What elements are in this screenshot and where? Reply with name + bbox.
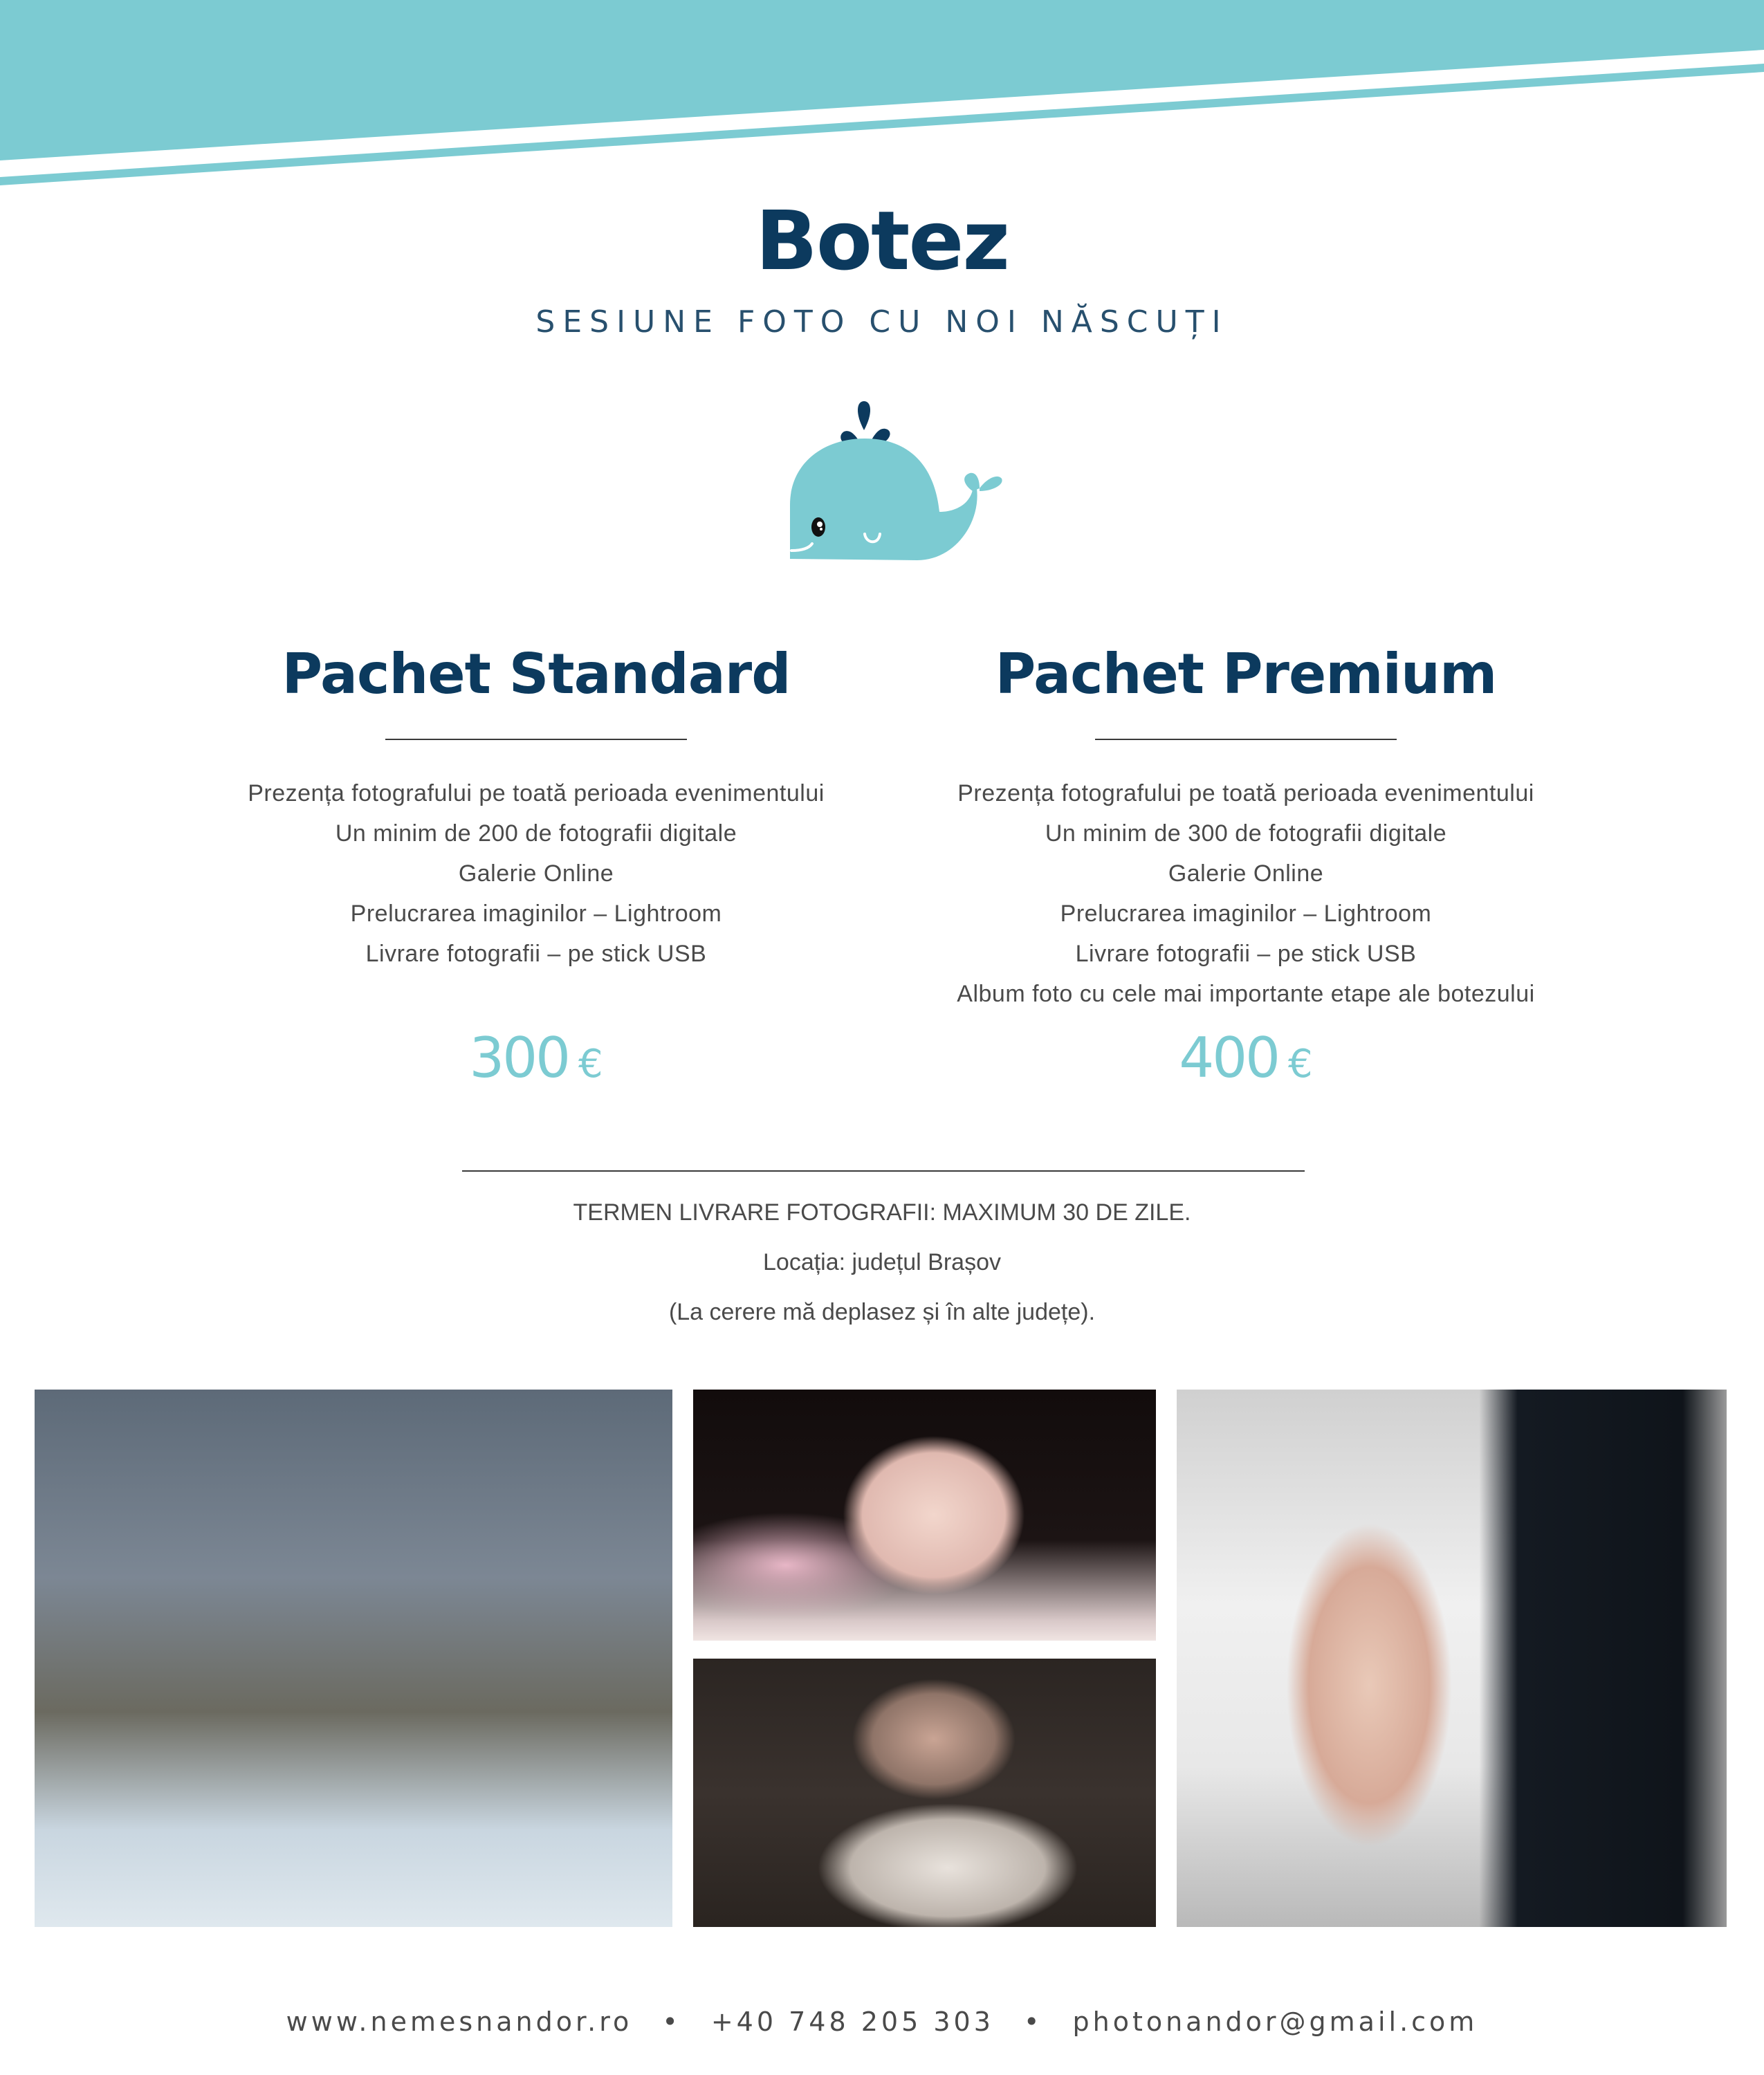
feature-item: Livrare fotografii – pe stick USB [1075, 941, 1417, 967]
package-premium [900, 629, 1592, 1090]
feature-item: Prezența fotografului pe toată perioada evenimentului [957, 780, 1534, 806]
email-link[interactable]: photonandor@gmail.com [1072, 2007, 1478, 2037]
feature-list [190, 773, 882, 974]
feature-list [900, 773, 1592, 1014]
website-link[interactable]: www.nemesnandor.ro [286, 2007, 633, 2037]
package-title: Pachet Standard [282, 642, 791, 706]
divider [385, 739, 687, 740]
divider [462, 1170, 1305, 1172]
currency-symbol: € [578, 1042, 603, 1087]
feature-item: Un minim de 200 de fotografii digitale [335, 820, 737, 847]
gallery-photo [693, 1390, 1156, 1641]
delivery-term: TERMEN LIVRARE FOTOGRAFII: MAXIMUM 30 DE ZILE. [573, 1199, 1191, 1226]
feature-item: Prelucrarea imaginilor – Lightroom [350, 901, 722, 927]
feature-item: Livrare fotografii – pe stick USB [365, 941, 707, 967]
whale-icon [782, 387, 1010, 560]
separator-dot: • [662, 2007, 681, 2037]
location-text: Locația: județul Brașov [763, 1249, 1001, 1275]
gallery-photo [1177, 1390, 1727, 1927]
page-title: Botez [755, 193, 1009, 288]
feature-item: Prezența fotografului pe toată perioada evenimentului [248, 780, 825, 806]
divider [1095, 739, 1397, 740]
feature-item: Album foto cu cele mai importante etape ale botezului [957, 981, 1535, 1007]
feature-item: Prelucrarea imaginilor – Lightroom [1060, 901, 1432, 927]
package-title: Pachet Premium [995, 642, 1497, 706]
header-wave-band [0, 0, 1764, 194]
travel-note: (La cerere mă deplasez și în alte județe). [668, 1299, 1096, 1325]
feature-item: Galerie Online [458, 860, 614, 887]
feature-item: Un minim de 300 de fotografii digitale [1045, 820, 1447, 847]
feature-item: Galerie Online [1168, 860, 1324, 887]
currency-symbol: € [1288, 1042, 1313, 1087]
separator-dot: • [1023, 2007, 1043, 2037]
price-amount: 300 [469, 1026, 569, 1090]
page-subtitle: SESIUNE FOTO CU NOI NĂSCUȚI [535, 304, 1229, 340]
contact-footer [0, 2004, 1764, 2039]
package-price [190, 1024, 882, 1099]
package-price [900, 1024, 1592, 1099]
price-amount: 400 [1179, 1026, 1279, 1090]
gallery-photo [35, 1390, 672, 1927]
gallery-photo [693, 1659, 1156, 1927]
package-standard [190, 629, 882, 1090]
phone-link[interactable]: +40 748 205 303 [710, 2007, 994, 2037]
